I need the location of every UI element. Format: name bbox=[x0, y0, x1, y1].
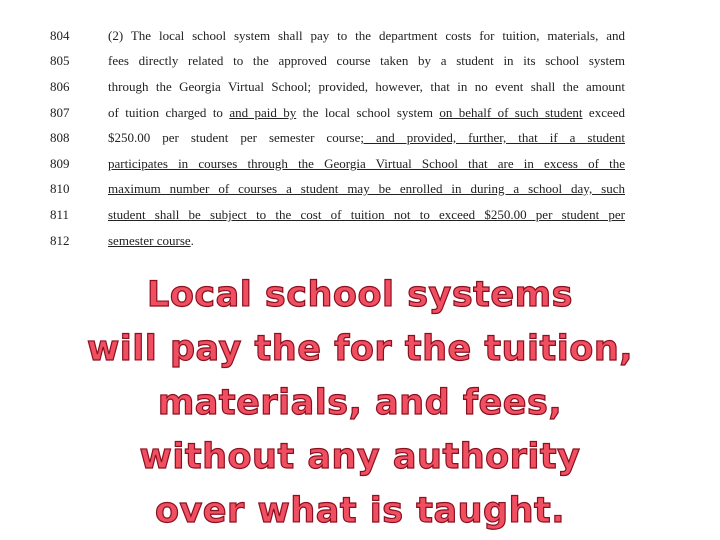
line-number: 811 bbox=[50, 207, 70, 222]
line-text bbox=[108, 153, 625, 175]
line-text bbox=[108, 76, 625, 98]
line-segment: . bbox=[190, 233, 194, 248]
inserted-text: maximum number of courses a student may be enrolled in during a school day, such bbox=[108, 181, 625, 196]
inserted-text: semester course bbox=[108, 233, 191, 248]
overlay-line: without any authority bbox=[139, 437, 581, 477]
line-text bbox=[108, 127, 625, 149]
line-segment: through the Georgia Virtual School; provided, however, that in no event shall the amount bbox=[108, 79, 625, 94]
bill-line bbox=[0, 102, 720, 124]
inserted-text: ; and provided, further, that if a student bbox=[360, 130, 625, 145]
line-segment: exceed bbox=[582, 105, 626, 120]
inserted-text: participates in courses through the Georgia Virtual School that are in excess of the bbox=[108, 156, 625, 171]
bill-line bbox=[0, 178, 720, 200]
line-number: 812 bbox=[50, 233, 70, 248]
bill-excerpt bbox=[0, 0, 720, 260]
line-segment: $250.00 per student per semester course bbox=[108, 130, 361, 145]
bill-line bbox=[0, 153, 720, 175]
line-number: 805 bbox=[50, 53, 70, 68]
bill-line bbox=[0, 25, 720, 47]
line-text bbox=[108, 25, 625, 47]
line-number: 808 bbox=[50, 130, 70, 145]
bill-line bbox=[0, 76, 720, 98]
line-text bbox=[108, 50, 625, 72]
line-number: 806 bbox=[50, 79, 70, 94]
line-text bbox=[108, 178, 625, 200]
line-text bbox=[108, 204, 625, 226]
inserted-text: on behalf of such student bbox=[439, 105, 583, 120]
overlay-line: materials, and fees, bbox=[157, 383, 563, 423]
line-segment: the local school system bbox=[296, 105, 440, 120]
bill-line bbox=[0, 50, 720, 72]
line-segment: fees directly related to the approved course taken by a student in its school system bbox=[108, 53, 625, 68]
bill-line bbox=[0, 204, 720, 226]
inserted-text: student shall be subject to the cost of tuition not to exceed $250.00 per student per bbox=[108, 207, 625, 222]
commentary-overlay bbox=[0, 268, 720, 538]
overlay-line: over what is taught. bbox=[154, 491, 566, 531]
overlay-line: Local school systems bbox=[147, 275, 573, 315]
bill-line bbox=[0, 127, 720, 149]
line-number: 809 bbox=[50, 156, 70, 171]
bill-line bbox=[0, 230, 720, 252]
line-segment: (2) The local school system shall pay to the department costs for tuition, materials, and bbox=[108, 28, 625, 43]
line-segment: of tuition charged to bbox=[108, 105, 230, 120]
inserted-text: and paid by bbox=[229, 105, 297, 120]
line-number: 804 bbox=[50, 28, 70, 43]
line-number: 807 bbox=[50, 105, 70, 120]
line-number: 810 bbox=[50, 181, 70, 196]
overlay-line: will pay the for the tuition, bbox=[86, 329, 634, 369]
line-text bbox=[108, 230, 625, 252]
line-text bbox=[108, 102, 625, 124]
